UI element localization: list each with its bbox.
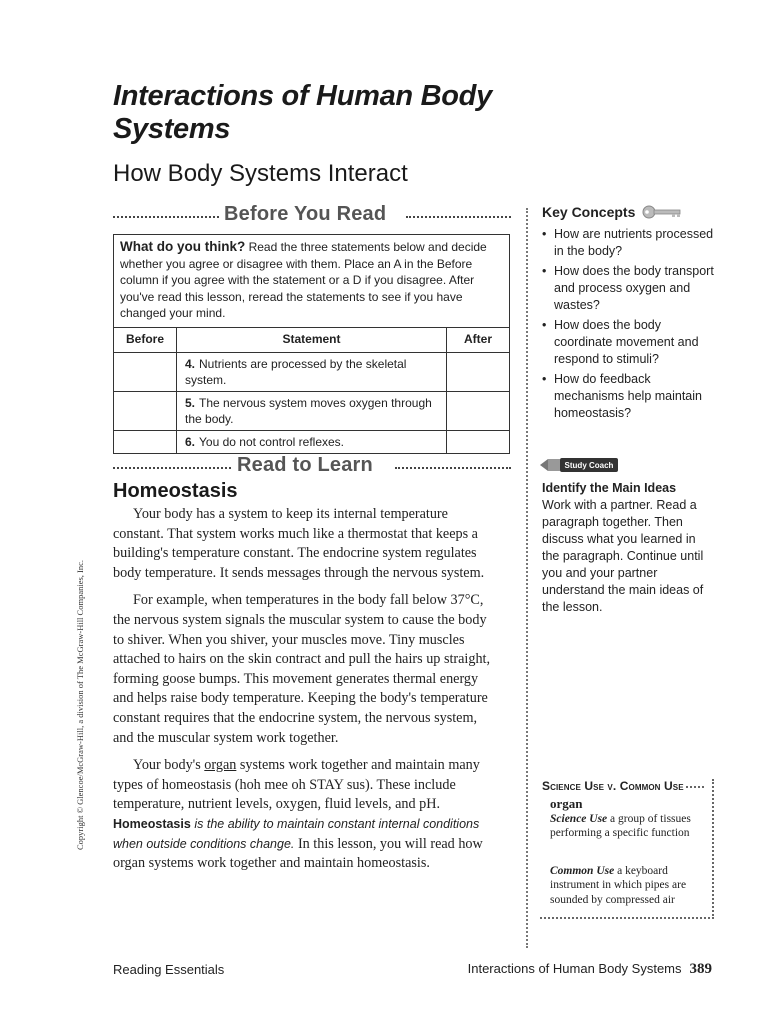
term-definition: is the ability to maintain constant internal conditions when outside conditions change. (113, 816, 480, 851)
text-run: Your body's (133, 757, 201, 774)
key-concepts-title (542, 204, 682, 220)
vocab-box-title-text: Science Use v. Common Use (542, 779, 684, 793)
column-divider (526, 208, 528, 948)
page-number: 389 (689, 961, 712, 977)
think-label: What do you think? (120, 239, 246, 254)
page-title: Interactions of Human Body Systems (113, 80, 492, 145)
statement-text: Nutrients are processed by the skeletal system. (185, 356, 407, 387)
statements-table (114, 327, 509, 453)
read-to-learn-heading: Read to Learn (237, 454, 373, 476)
vocab-word-organ: organ (204, 757, 237, 774)
key-term-homeostasis: Homeostasis (113, 816, 191, 831)
statement-number: 4. (185, 356, 196, 371)
anticipation-guide (113, 234, 510, 454)
section-title: Homeostasis (113, 480, 238, 502)
text-run: In this lesson, you will read how organ systems work together and maintain homeostasis. (113, 835, 483, 872)
common-use-text: a keyboard instrument in which pipes are sounded by compressed air (550, 865, 687, 906)
after-answer-cell[interactable] (447, 430, 510, 453)
before-you-read-heading: Before You Read (224, 203, 387, 225)
common-use-label: Common Use (550, 865, 615, 877)
study-coach-label: Study Coach (564, 461, 614, 470)
key-concept-item: • How does the body transport and process oxygen and wastes? (542, 263, 714, 314)
footer-chapter-title: Interactions of Human Body Systems (467, 961, 682, 976)
science-use-definition (550, 812, 706, 841)
after-answer-cell[interactable] (447, 352, 510, 391)
think-instructions: Read the three statements below and decide whether you agree or disagree with them. Place an A in the Before column if you agree with the statement or a D if you disagree. After you've read this lesson, reread the statements to see if you have changed your mind. (120, 240, 487, 320)
key-concepts-list (542, 226, 714, 425)
paragraph: For example, when temperatures in the body fall below 37°C, the nervous system signals the muscular system to cause the body to shiver. When you shiver, your muscles move. Tiny muscles attached to hairs on the skin contract and pull the hairs up straight, forming goose bumps. This movement generates thermal energy and helps raise body temperature. Keeping the body's temperature constant requires that the endocrine system, the nervous system, and the muscular system work together. (113, 592, 491, 746)
study-coach-heading: Identify the Main Ideas (542, 481, 677, 495)
text-run: systems work together and maintain many types of homeostasis (hoh mee oh STAY sus). These include temperature, nutrient levels, oxygen, fluid levels, and pH. (113, 757, 480, 813)
science-use-label: Science Use (550, 813, 608, 825)
statement-number: 6. (185, 434, 196, 449)
science-use-text: a group of tissues performing a specific function (550, 813, 691, 840)
vocab-box-title (542, 779, 704, 793)
footer-left: Reading Essentials (113, 962, 225, 977)
key-concepts-label: Key Concepts (542, 204, 636, 220)
after-answer-cell[interactable] (447, 391, 510, 430)
column-before: Before (114, 327, 177, 352)
statement-text: You do not control reflexes. (199, 434, 344, 449)
before-answer-cell[interactable] (114, 391, 177, 430)
body-text (113, 505, 493, 874)
vocab-word: organ (550, 796, 583, 811)
table-row (114, 391, 509, 430)
key-icon (642, 205, 682, 219)
footer-right (468, 961, 712, 978)
before-answer-cell[interactable] (114, 430, 177, 453)
column-after: After (447, 327, 510, 352)
copyright-notice: Copyright © Glencoe/McGraw-Hill, a division of The McGraw-Hill Companies, Inc. (75, 559, 85, 851)
statement-number: 5. (185, 395, 196, 410)
statement-text: The nervous system moves oxygen through the body. (185, 395, 432, 426)
table-row (114, 352, 509, 391)
common-use-definition (550, 864, 706, 907)
before-you-read-header (113, 203, 511, 229)
study-coach-tag (540, 457, 618, 473)
read-to-learn-header (113, 454, 511, 480)
key-concept-item: • How do feedback mechanisms help maintain homeostasis? (542, 371, 714, 422)
table-row (114, 430, 509, 453)
column-statement: Statement (177, 327, 447, 352)
study-coach-text: Work with a partner. Read a paragraph together. Then discuss what you learned in the paragraph. Continue until you and your partner understand the main ideas of the lesson. (542, 498, 704, 614)
key-concept-item: • How are nutrients processed in the body? (542, 226, 714, 260)
key-concept-item: • How does the body coordinate movement and respond to stimuli? (542, 317, 714, 368)
before-answer-cell[interactable] (114, 352, 177, 391)
lesson-subtitle: How Body Systems Interact (113, 160, 408, 187)
paragraph: Your body has a system to keep its internal temperature constant. That system works much like a thermostat that keeps a building's temperature constant. The endocrine system regulates body temperature. It sends messages through the nervous system. (113, 506, 485, 581)
paragraph (113, 756, 493, 874)
